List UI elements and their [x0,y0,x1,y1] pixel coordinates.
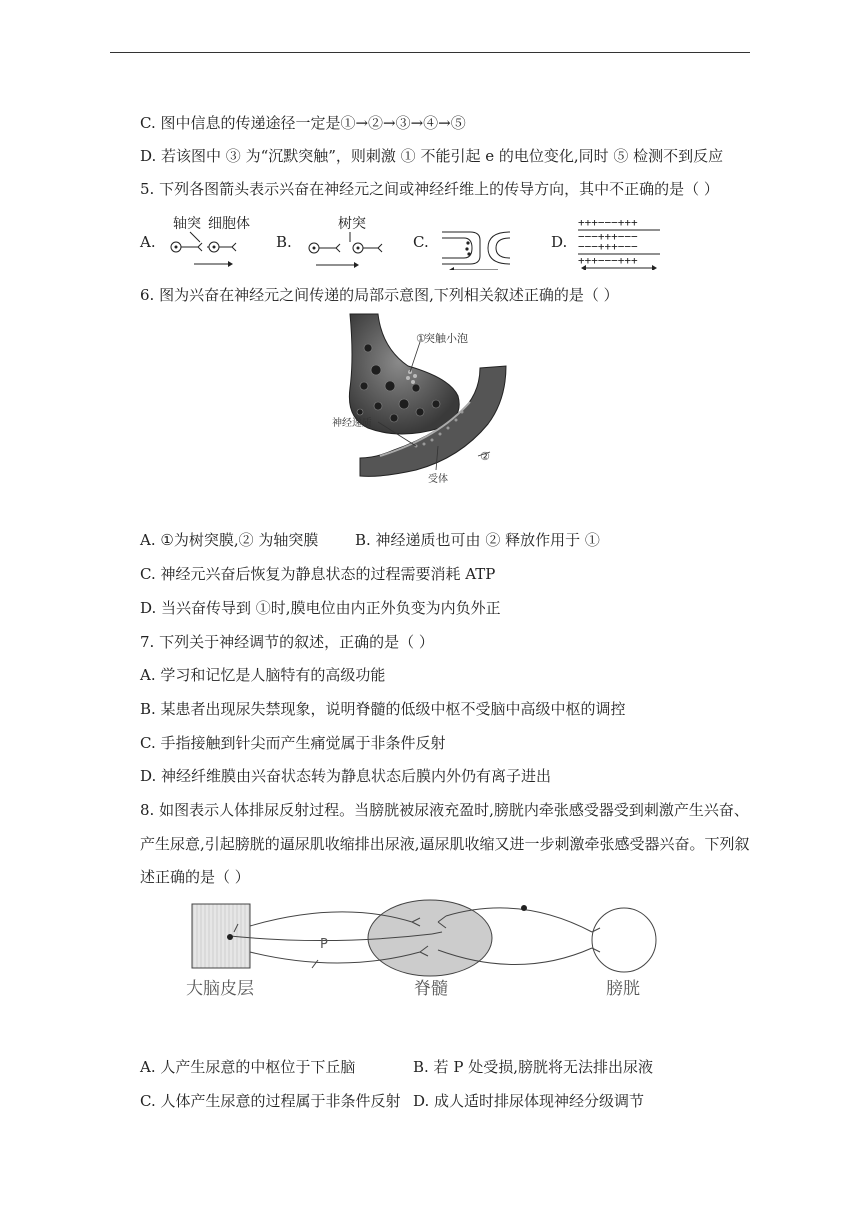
q6-option-a: A. ①为树突膜,② 为轴突膜 [140,531,319,549]
q5-figure-d [574,212,684,270]
q5-label-b: B. [276,233,292,251]
q7-option-a: A. 学习和记忆是人脑特有的高级功能 [140,666,386,684]
q6-synapse-figure [320,308,530,498]
header-rule [110,52,750,53]
q8-option-b: B. 若 P 处受损,膀胱将无法排出尿液 [413,1058,653,1076]
q5-fig-a-label-axon: 轴突 [173,216,201,232]
q8-fig-label-bladder: 膀胱 [606,979,640,999]
q8-fig-label-p: P [320,937,328,952]
q6-fig-label-2: ② [480,450,490,463]
q6-option-c: C. 神经元兴奋后恢复为静息状态的过程需要消耗 ATP [140,565,496,583]
q7-option-d: D. 神经纤维膜由兴奋状态转为静息状态后膜内外仍有离子进出 [140,767,552,785]
q8-fig-label-spinal: 脊髓 [414,979,448,999]
q6-fig-label-transmitter: 神经递质 [332,418,372,429]
q6-fig-label-1: ① [416,332,426,345]
q5-fig-d-row2: −−−+++−−− [578,230,638,243]
q5-fig-b-label-dendrite: 树突 [338,216,366,232]
q5-fig-a-label-soma: 细胞体 [208,216,250,232]
q5-fig-d-row4: +++−−−+++ [578,254,638,267]
q8-stem-line1: 8. 如图表示人体排尿反射过程。当膀胱被尿液充盈时,膀胱内牵张感受器受到刺激产生兴奋、 [140,801,749,819]
q6-stem: 6. 图为兴奋在神经元之间传递的局部示意图,下列相关叙述正确的是（ ） [140,286,619,304]
q6-fig-label-vesicle: 突触小泡 [424,332,468,345]
q8-option-d: D. 成人适时排尿体现神经分级调节 [413,1092,645,1110]
q8-option-c: C. 人体产生尿意的过程属于非条件反射 [140,1092,401,1110]
q6-option-b: B. 神经递质也可由 ② 释放作用于 ① [355,531,600,549]
q8-stem-line2: 产生尿意,引起膀胱的逼尿肌收缩排出尿液,逼尿肌收缩又进一步刺激牵张感受器兴奋。下列叙 [140,835,750,853]
q5-fig-d-row3: −−−+++−−− [578,240,638,253]
q7-stem: 7. 下列关于神经调节的叙述，正确的是（ ） [140,633,434,651]
q7-option-c: C. 手指接触到针尖而产生痛觉属于非条件反射 [140,734,446,752]
q6-option-d: D. 当兴奋传导到 ①时,膜电位由内正外负变为内负外正 [140,599,501,617]
q5-stem: 5. 下列各图箭头表示兴奋在神经元之间或神经纤维上的传导方向，其中不正确的是（ ） [140,180,719,198]
q5-fig-d-row1: +++−−−+++ [578,216,638,229]
q8-option-a: A. 人产生尿意的中枢位于下丘脑 [140,1058,356,1076]
q5-label-d: D. [551,233,568,251]
q5-label-a: A. [140,233,156,251]
q8-stem-line3: 述正确的是（ ） [140,868,250,886]
q5-figure-b [302,212,402,270]
q5-figure-a [164,212,264,270]
q8-fig-label-cortex: 大脑皮层 [186,979,254,999]
q6-fig-label-receptor: 受体 [428,474,448,485]
q7-option-b: B. 某患者出现尿失禁现象，说明脊髓的低级中枢不受脑中高级中枢的调控 [140,700,626,718]
q4-option-d: D. 若该图中 ③ 为“沉默突触”，则刺激 ① 不能引起 e 的电位变化,同时 ⑤ 检测不到反应 [140,147,724,165]
q5-figure-c [438,212,538,270]
q8-reflex-figure [180,896,680,1006]
q4-option-c: C. 图中信息的传递途径一定是①→②→③→④→⑤ [140,114,466,132]
q5-label-c: C. [413,233,429,251]
